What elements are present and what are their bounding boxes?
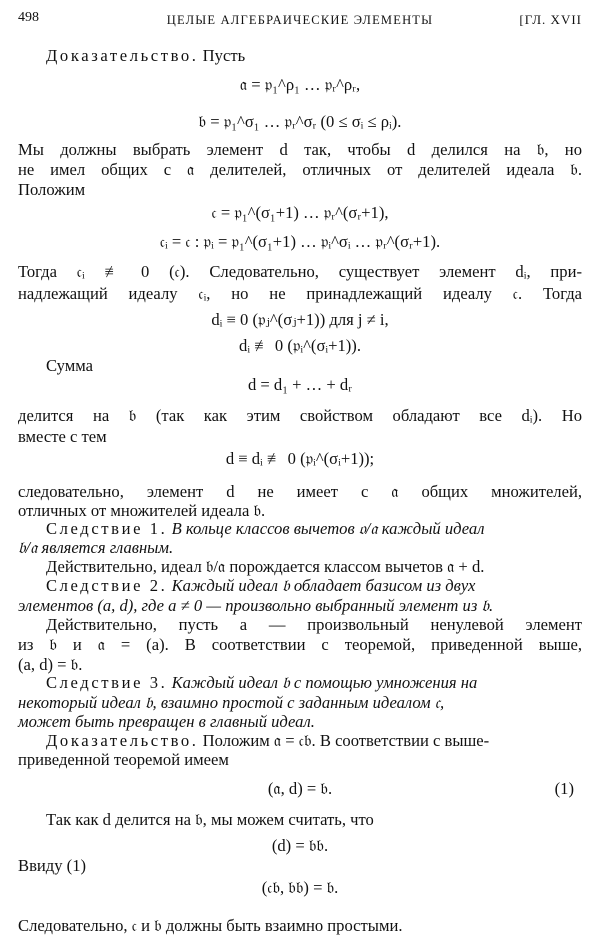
text-line: (a, d) = 𝔟. — [18, 655, 83, 674]
text-line: Тогда 𝔠ᵢ ≢ 0 (𝔠). Следовательно, существует элемент dᵢ, при- — [18, 262, 582, 281]
formula-b: 𝔟 = 𝔭₁^σ₁ … 𝔭ᵣ^σᵣ (0 ≤ σᵢ ≤ ρᵢ). — [198, 112, 402, 131]
text-line: Действительно, пусть a — произвольный ненулевой элемент — [46, 615, 582, 634]
formula-a: 𝔞 = 𝔭₁^ρ₁ … 𝔭ᵣ^ρᵣ, — [239, 75, 361, 94]
text-line: может быть превращен в главный идеал. — [18, 712, 315, 731]
formula-d: d ≡ dᵢ ≢ 0 (𝔭ᵢ^(σᵢ+1)); — [225, 449, 375, 468]
text-line: приведенной теоремой имеем — [18, 750, 229, 769]
text-line: надлежащий идеалу 𝔠ᵢ, но не принадлежащий идеалу 𝔠. Тогда — [18, 284, 582, 303]
formula-1: (𝔞, d) = 𝔟. — [267, 779, 333, 798]
text-line: Так как d делится на 𝔟, мы можем считать, что — [46, 810, 374, 829]
text-line: некоторый идеал 𝔟, взаимно простой с заданным идеалом 𝔠, — [18, 693, 445, 712]
running-title: ЦЕЛЫЕ АЛГЕБРАИЧЕСКИЕ ЭЛЕМЕНТЫ — [166, 13, 434, 27]
text-line: Ввиду (1) — [18, 856, 87, 875]
text-line: Положим — [18, 180, 86, 199]
formula-di1: dᵢ ≡ 0 (𝔭ⱼ^(σⱼ+1)) для j ≠ i, — [211, 310, 389, 329]
text-line: Следовательно, 𝔠 и 𝔟 должны быть взаимно простыми. — [18, 916, 403, 935]
corollary-2: Следствие 2. Каждый идеал 𝔟 обладает базисом из двух — [46, 576, 476, 595]
page-number: 498 — [18, 10, 39, 25]
proof-label: Доказательство. — [46, 731, 199, 750]
corollary-1: Следствие 1. В кольце классов вычетов 𝔬/𝔞 каждый идеал — [46, 519, 485, 538]
formula-dbb: (d) = 𝔟𝔟. — [271, 836, 329, 855]
text-line: не имел общих с 𝔞 делителей, отличных от делителей идеала 𝔟. — [18, 160, 582, 179]
equation-number: (1) — [554, 779, 574, 798]
text-line: делится на 𝔟 (так как этим свойством обладают все dᵢ). Но — [18, 406, 582, 425]
corollary-label: Следствие 1. — [46, 519, 168, 538]
chapter-label: [ГЛ. XVII — [519, 12, 582, 27]
corollary-3: Следствие 3. Каждый идеал 𝔟 с помощью умножения на — [46, 673, 478, 692]
proof-heading: Доказательство. Пусть — [46, 46, 246, 65]
text-line: следовательно, элемент d не имеет с 𝔞 общих множителей, — [18, 482, 582, 501]
formula-sum: d = d₁ + … + dᵣ — [247, 375, 353, 394]
corollary-label: Следствие 3. — [46, 673, 168, 692]
text-line: из 𝔟 и 𝔞 = (a). В соответствии с теоремой, приведенной выше, — [18, 635, 582, 654]
formula-di2: dᵢ ≢ 0 (𝔭ᵢ^(σᵢ+1)). — [239, 336, 361, 355]
text-line: Мы должны выбрать элемент d так, чтобы d делился на 𝔟, но — [18, 140, 582, 159]
formula-ci: 𝔠ᵢ = 𝔠 : 𝔭ᵢ = 𝔭₁^(σ₁+1) … 𝔭ᵢ^σᵢ … 𝔭ᵣ^(σᵣ+1). — [159, 232, 441, 251]
corollary-label: Следствие 2. — [46, 576, 168, 595]
text-line: Действительно, идеал 𝔟/𝔞 порождается классом вычетов 𝔞 + d. — [46, 557, 485, 576]
proof-label: Доказательство. — [46, 46, 199, 65]
text-line: элементов (a, d), где a ≠ 0 — произвольно выбранный элемент из 𝔟. — [18, 596, 494, 615]
text-line: Сумма — [46, 356, 93, 375]
formula-c: 𝔠 = 𝔭₁^(σ₁+1) … 𝔭ᵣ^(σᵣ+1), — [211, 203, 389, 222]
text-line: отличных от множителей идеала 𝔟. — [18, 501, 266, 520]
formula-cb: (𝔠𝔟, 𝔟𝔟) = 𝔟. — [261, 878, 339, 897]
text-line: вместе с тем — [18, 427, 107, 446]
proof-heading-2: Доказательство. Положим 𝔞 = 𝔠𝔟. В соответствии с выше- — [46, 731, 490, 750]
text-line: 𝔟/𝔞 является главным. — [18, 538, 174, 557]
